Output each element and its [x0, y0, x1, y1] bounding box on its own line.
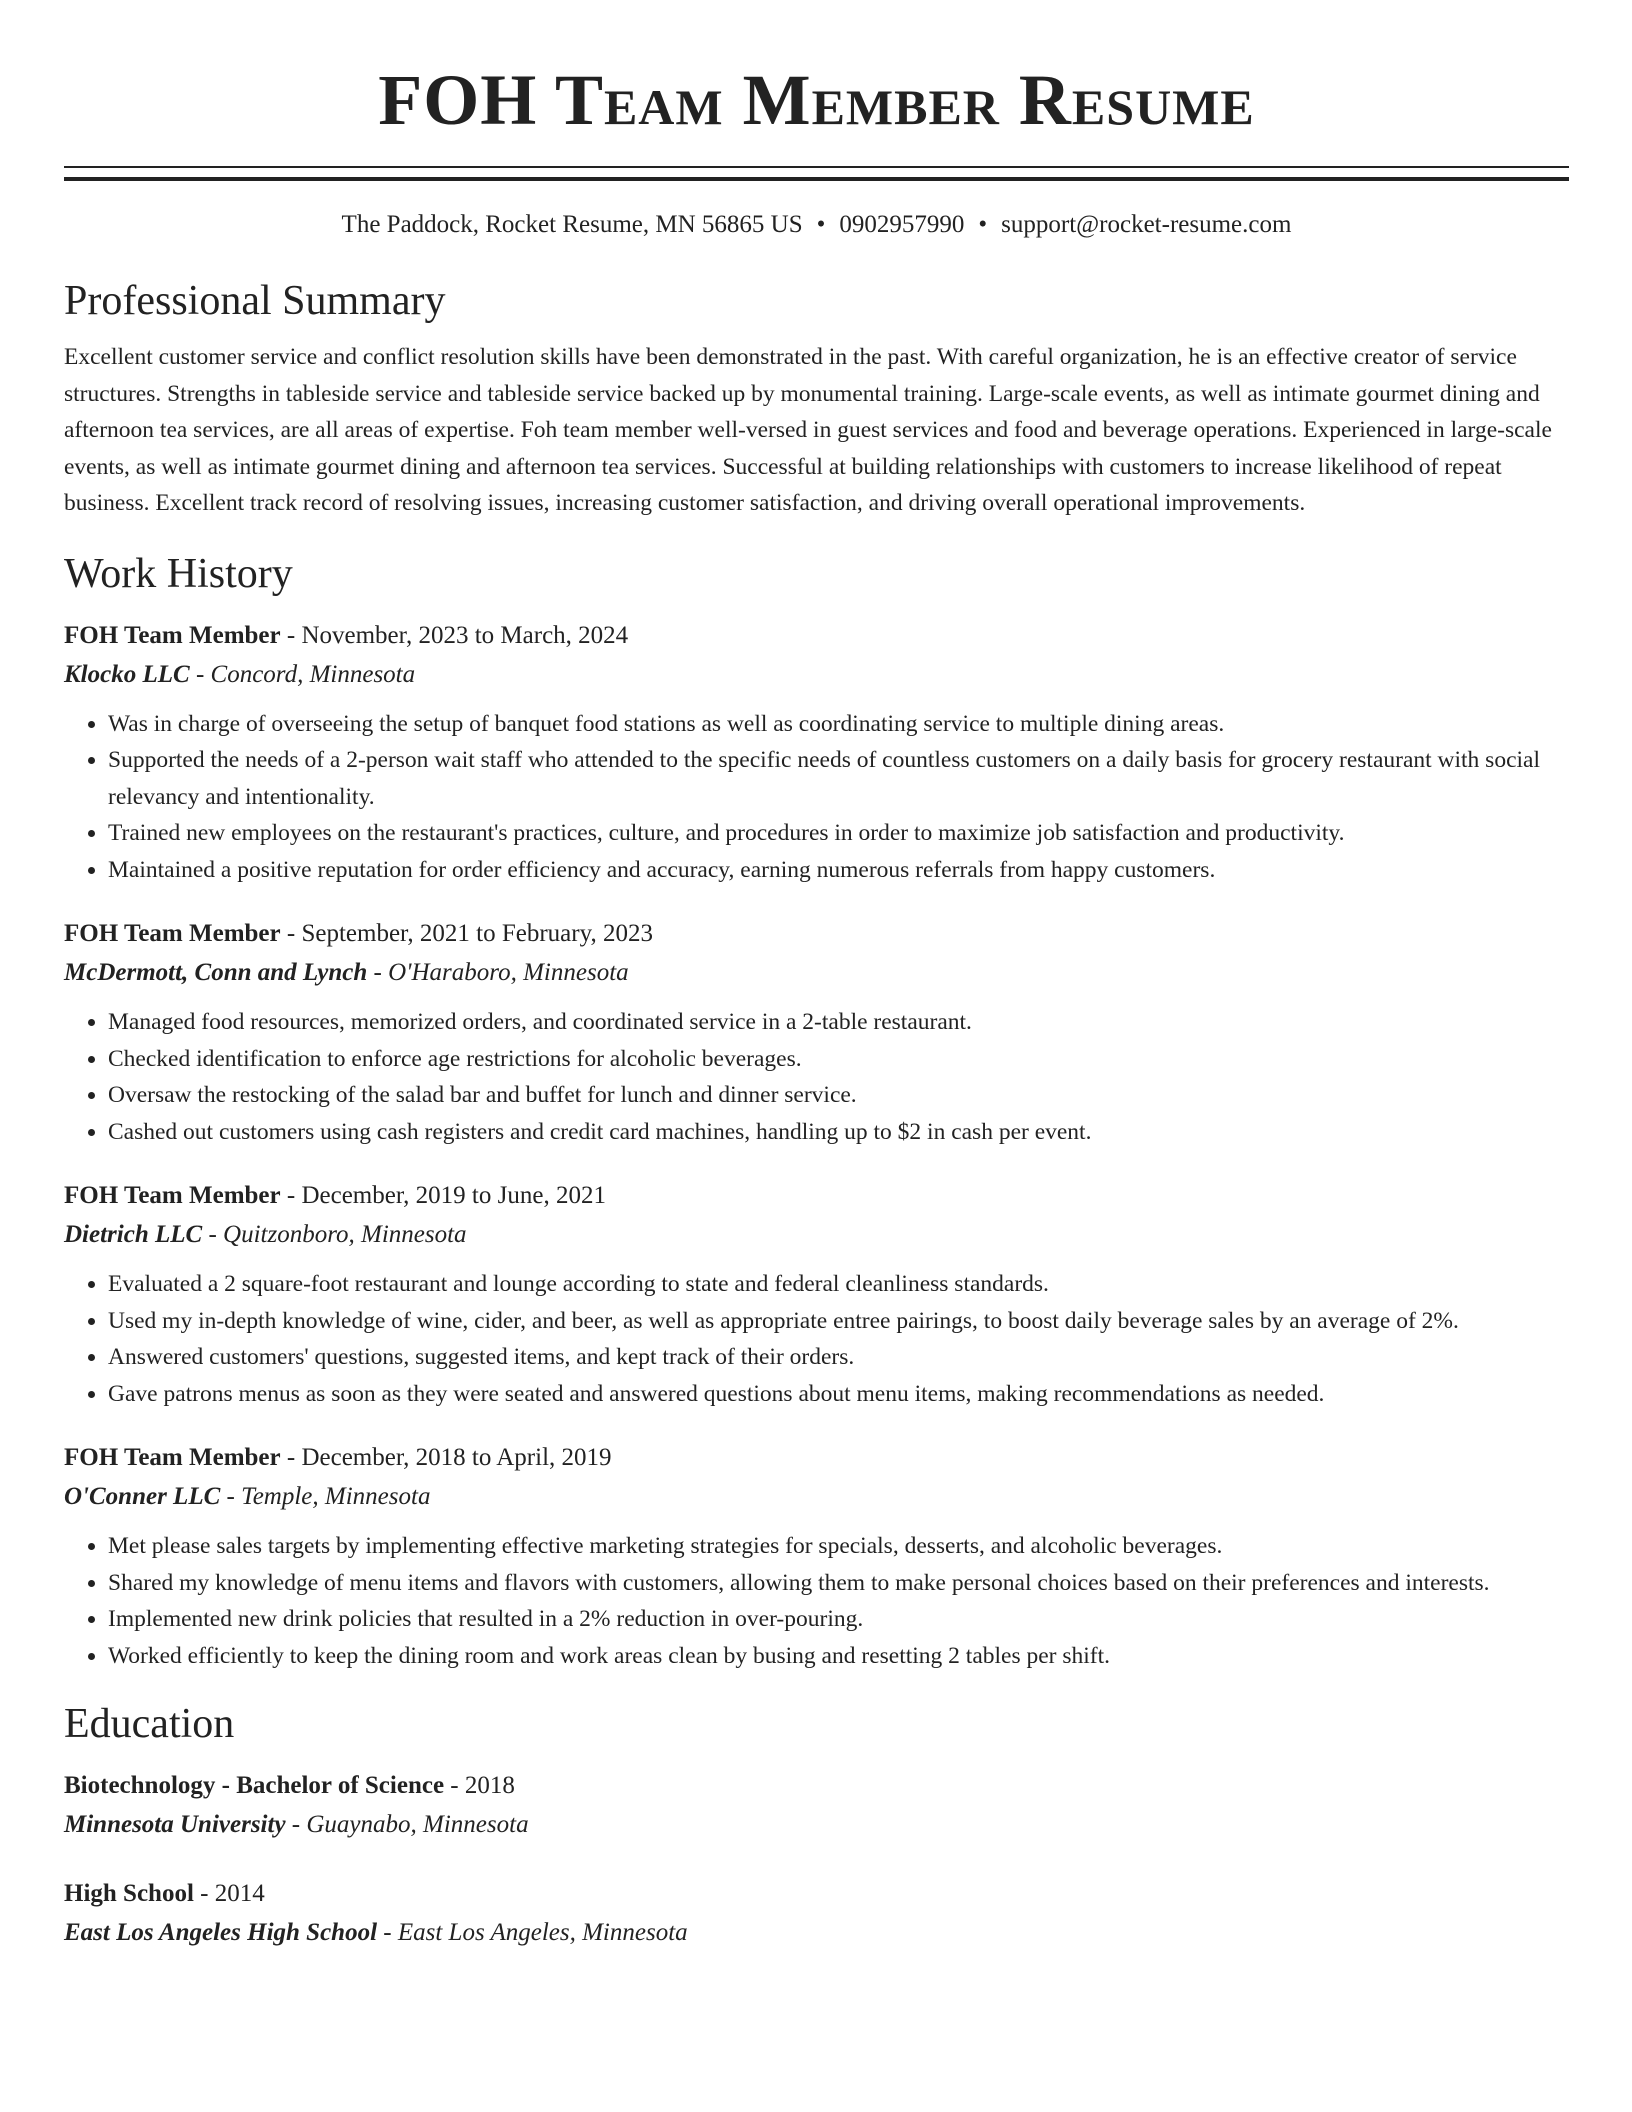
contact-separator: • [978, 211, 988, 238]
job-title: FOH Team Member [64, 1444, 281, 1471]
job-entry [64, 1176, 1569, 1412]
duty-item: • Worked efficiently to keep the dining room and work areas clean by busing and resetting 2 tables per shift. [108, 1638, 1569, 1675]
duty-item: • Trained new employees on the restaurant's practices, culture, and procedures in order to maximize job satisfaction and productivity. [108, 815, 1569, 852]
job-dates: - December, 2018 to April, 2019 [280, 1444, 612, 1471]
job-title: FOH Team Member [64, 920, 281, 947]
job-entry [64, 914, 1569, 1150]
school-name: Minnesota University [64, 1811, 286, 1838]
duty-item: • Met please sales targets by implementing effective marketing strategies for specials, desserts, and alcoholic beverages. [108, 1528, 1569, 1565]
school-line [64, 1913, 1569, 1952]
job-employer [64, 1215, 1569, 1254]
company-location: - O'Haraboro, Minnesota [367, 959, 629, 986]
degree-line [64, 1766, 1569, 1805]
company-name: Dietrich LLC [64, 1221, 203, 1248]
duty-item: • Was in charge of overseeing the setup of banquet food stations as well as coordinating service to multiple dining areas. [108, 706, 1569, 743]
company-name: O'Conner LLC [64, 1483, 221, 1510]
job-header [64, 1176, 1569, 1215]
duty-item: • Maintained a positive reputation for order efficiency and accuracy, earning numerous referrals from happy customers. [108, 852, 1569, 889]
duty-item: • Cashed out customers using cash registers and credit card machines, handling up to $2 in cash per event. [108, 1114, 1569, 1151]
job-duties [64, 1528, 1569, 1674]
school-line [64, 1805, 1569, 1844]
school-name: East Los Angeles High School [64, 1919, 378, 1946]
work-history-heading: Work History [64, 550, 293, 597]
job-entry [64, 1438, 1569, 1674]
company-name: McDermott, Conn and Lynch [64, 959, 368, 986]
school-location: - East Los Angeles, Minnesota [377, 1919, 688, 1946]
education-entry [64, 1766, 1569, 1844]
duty-item: • Oversaw the restocking of the salad bar and buffet for lunch and dinner service. [108, 1077, 1569, 1114]
contact-email[interactable]: support@rocket-resume.com [1001, 211, 1292, 238]
education-heading: Education [64, 1701, 235, 1747]
job-duties [64, 1266, 1569, 1412]
duty-item: • Managed food resources, memorized orders, and coordinated service in a 2-table restaurant. [108, 1004, 1569, 1041]
duty-item: • Gave patrons menus as soon as they were seated and answered questions about menu items, making recommendations as needed. [108, 1376, 1569, 1413]
job-duties [64, 1004, 1569, 1150]
job-header [64, 914, 1569, 953]
job-dates: - September, 2021 to February, 2023 [280, 920, 653, 947]
company-location: - Quitzonboro, Minnesota [202, 1221, 467, 1248]
resume-title: FOH Team Member Resume [378, 60, 1255, 140]
job-employer [64, 1477, 1569, 1516]
contact-address: The Paddock, Rocket Resume, MN 56865 US [341, 211, 803, 238]
contact-phone: 0902957990 [839, 211, 965, 238]
job-dates: - November, 2023 to March, 2024 [280, 621, 629, 649]
duty-item: • Implemented new drink policies that resulted in a 2% reduction in over-pouring. [108, 1601, 1569, 1638]
duty-item: • Evaluated a 2 square-foot restaurant and lounge according to state and federal cleanliness standards. [108, 1266, 1569, 1303]
duty-item: • Supported the needs of a 2-person wait staff who attended to the specific needs of countless customers on a daily basis for grocery restaurant with social relevancy and intentionality. [108, 742, 1569, 815]
contact-separator: • [816, 211, 826, 238]
company-name: Klocko LLC [64, 660, 190, 688]
degree-name: High School [64, 1880, 194, 1907]
resume-page [64, 0, 1569, 1952]
graduation-year: - 2018 [444, 1772, 515, 1799]
duty-item: • Used my in-depth knowledge of wine, cider, and beer, as well as appropriate entree pairings, to boost daily beverage sales by an average of 2%. [108, 1303, 1569, 1340]
summary-heading: Professional Summary [64, 278, 446, 324]
education-entry [64, 1874, 1569, 1952]
duty-item: • Answered customers' questions, suggested items, and kept track of their orders. [108, 1339, 1569, 1376]
job-entry [64, 616, 1569, 889]
duty-item: • Checked identification to enforce age restrictions for alcoholic beverages. [108, 1041, 1569, 1078]
job-employer [64, 953, 1569, 992]
job-header [64, 616, 1569, 655]
degree-name: Biotechnology - Bachelor of Science [64, 1772, 445, 1799]
job-title: FOH Team Member [64, 621, 281, 649]
contact-line [64, 209, 1569, 241]
school-location: - Guaynabo, Minnesota [285, 1811, 529, 1838]
graduation-year: - 2014 [193, 1880, 265, 1907]
duty-item: • Shared my knowledge of menu items and flavors with customers, allowing them to make personal choices based on their preferences and interests. [108, 1565, 1569, 1602]
company-location: - Temple, Minnesota [220, 1483, 431, 1510]
summary-text: Excellent customer service and conflict resolution skills have been demonstrated in the past. With careful organization, he is an effective creator of service structures. Strengths in tableside service and tableside service backed up by monumental training. Large-scale events, as well as intimate gourmet dining and afternoon tea services, are all areas of expertise. Foh team member well-versed in guest services and food and beverage operations. Experienced in large-scale events, as well as intimate gourmet dining and afternoon tea services. Successful at building relationships with customers to increase likelihood of repeat business. Excellent track record of resolving issues, increasing customer satisfaction, and driving overall operational improvements. [64, 344, 1552, 516]
job-dates: - December, 2019 to June, 2021 [280, 1182, 606, 1209]
job-employer [64, 655, 1569, 694]
degree-line [64, 1874, 1569, 1913]
company-location: - Concord, Minnesota [189, 660, 416, 688]
title-divider [64, 166, 1569, 181]
job-duties [64, 706, 1569, 889]
job-title: FOH Team Member [64, 1182, 281, 1209]
job-header [64, 1438, 1569, 1477]
